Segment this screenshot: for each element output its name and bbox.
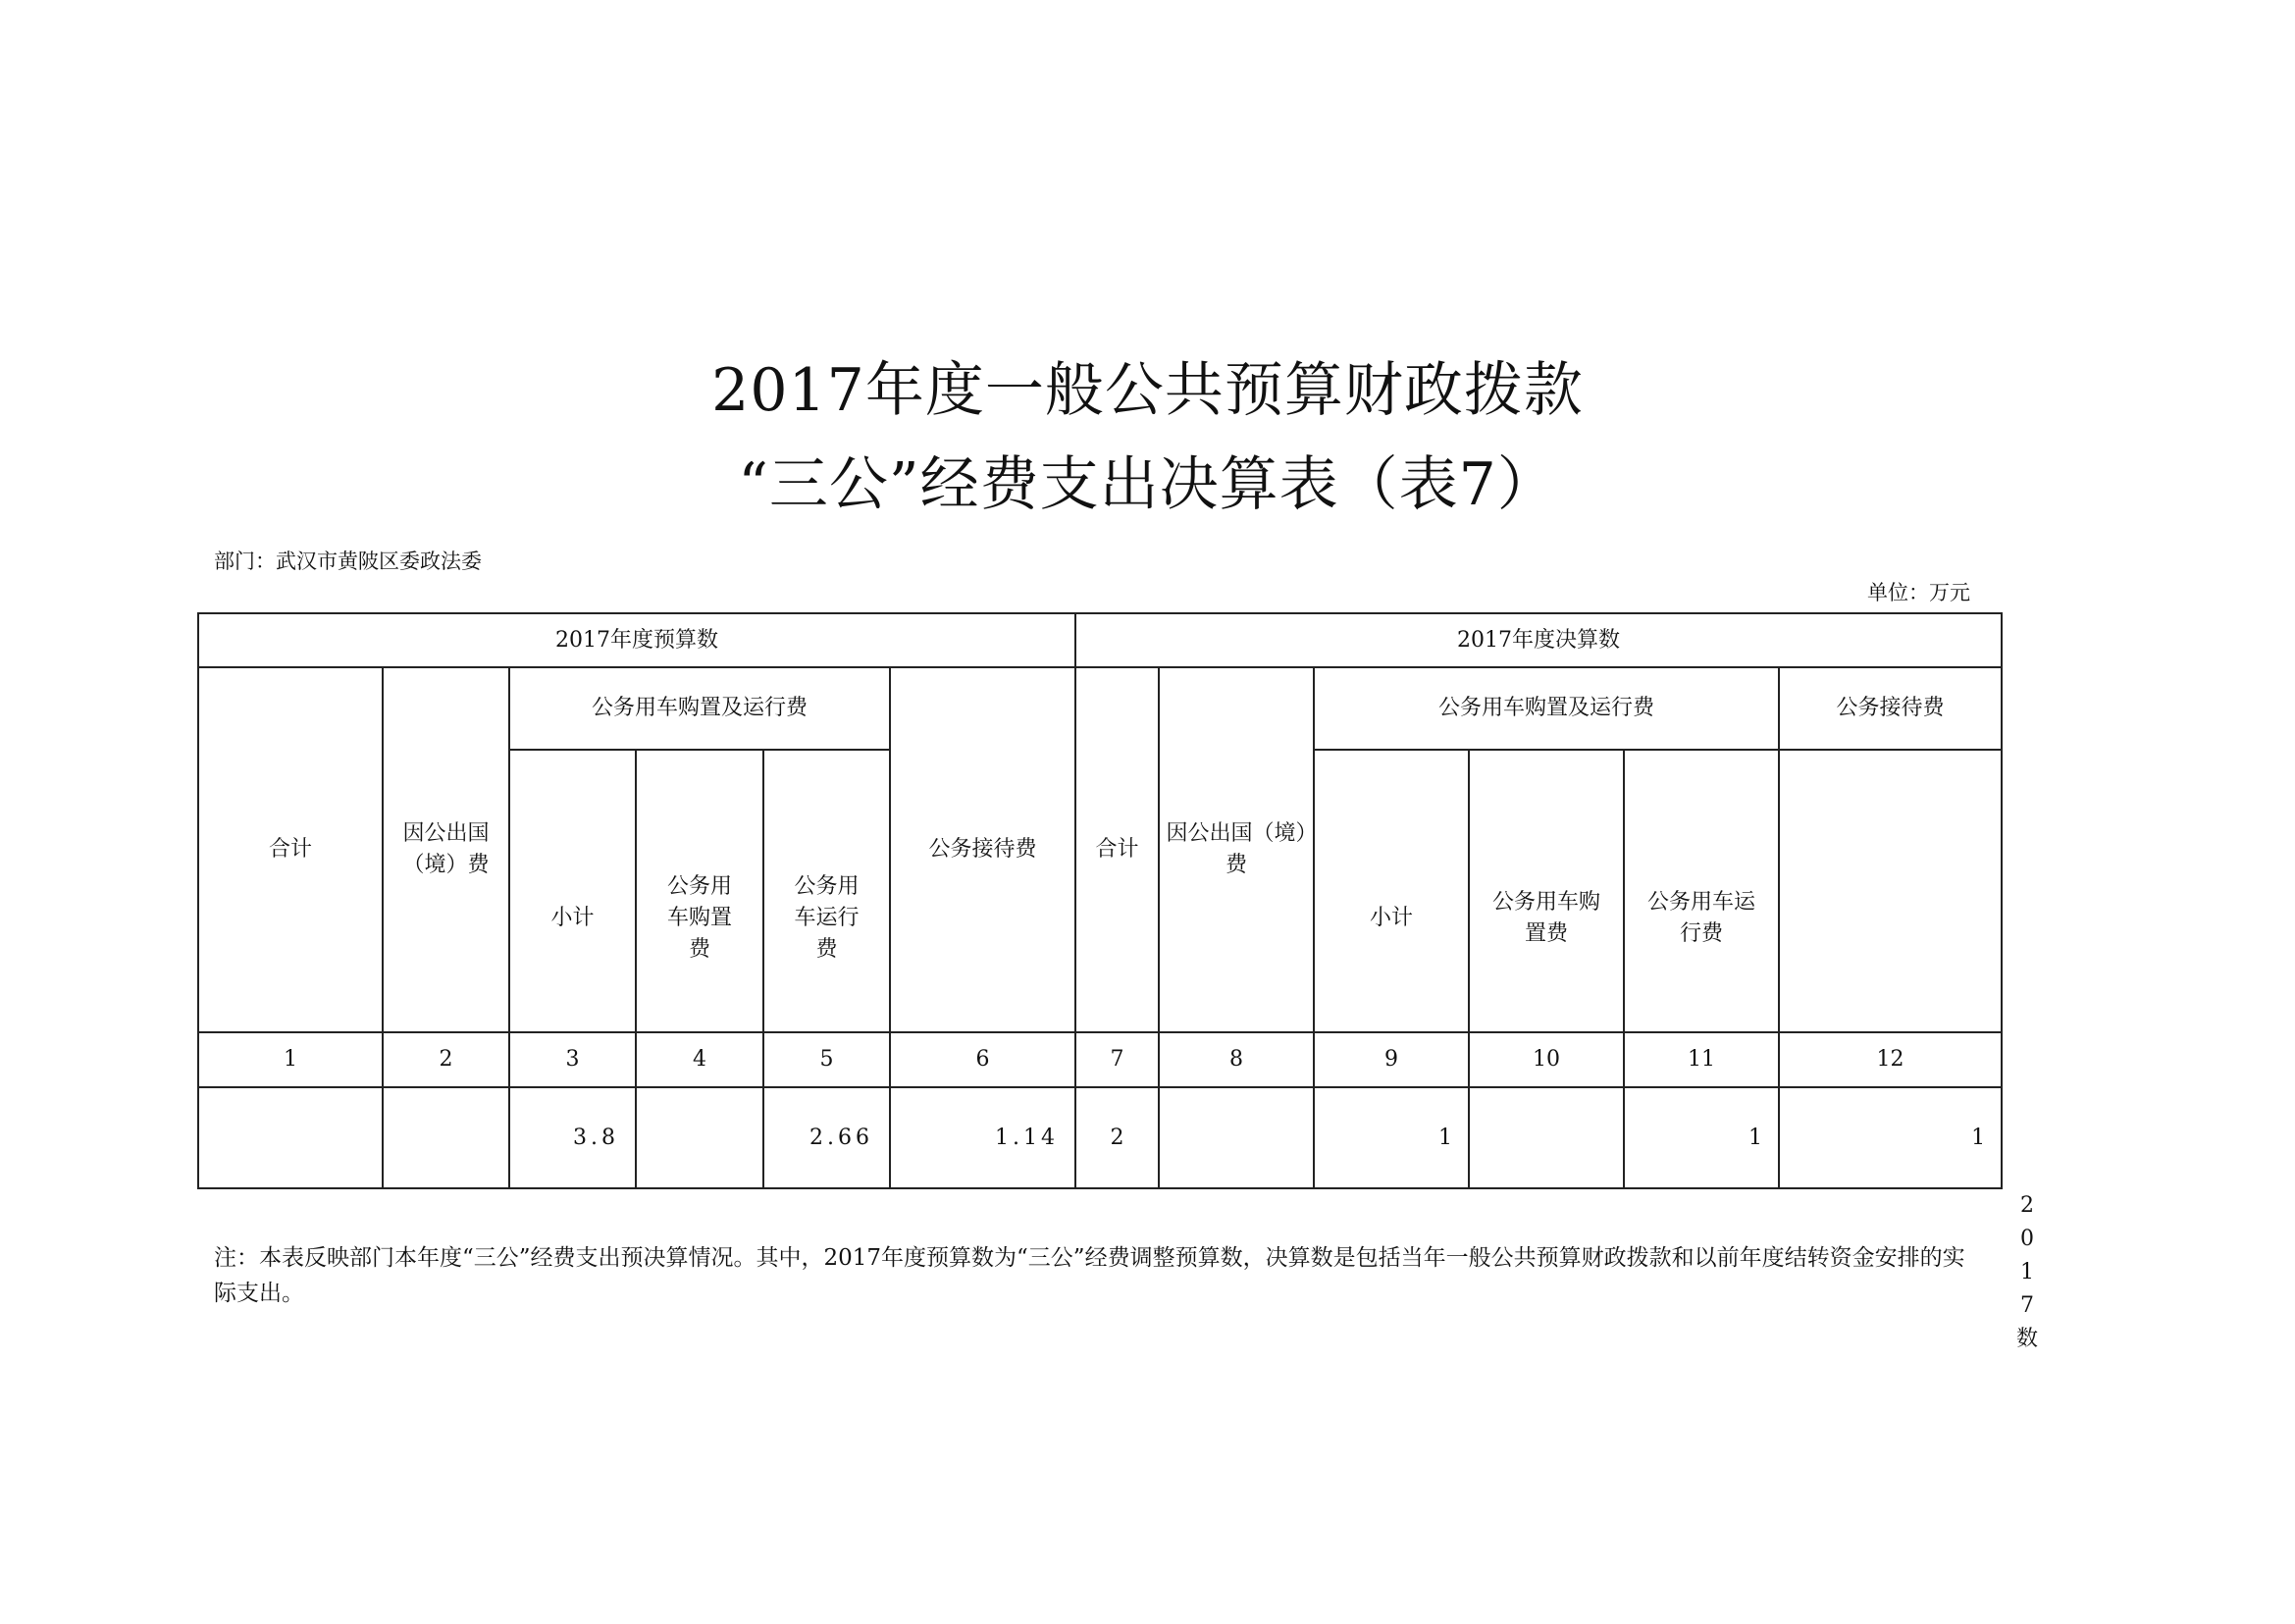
footnote: 注：本表反映部门本年度“三公”经费支出预决算情况。其中，2017年度预算数为“三公”经费调整预算数，决算数是包括当年一般公共预算财政拨款和以前年度结转资金安排的实际支出。 bbox=[214, 1245, 1965, 1306]
budget-reception-header: 公务接待费 bbox=[890, 667, 1075, 1032]
data-cell bbox=[636, 1087, 763, 1188]
final-purchase-header: 公务用车购置费 bbox=[1469, 750, 1624, 1032]
column-number: 4 bbox=[636, 1032, 763, 1087]
budget-total-header: 合计 bbox=[198, 667, 383, 1032]
budget-subtotal-header: 小计 bbox=[509, 750, 636, 1032]
budget-vehicle-header: 公务用车购置及运行费 bbox=[509, 667, 890, 750]
column-number: 10 bbox=[1469, 1032, 1624, 1087]
data-cell bbox=[1469, 1087, 1624, 1188]
column-number: 1 bbox=[198, 1032, 383, 1087]
page-title-line1: 2017年度一般公共预算财政拨款 bbox=[711, 356, 1584, 425]
column-number: 7 bbox=[1075, 1032, 1159, 1087]
data-cell: 2.66 bbox=[763, 1087, 890, 1188]
budget-abroad-header: 因公出国（境）费 bbox=[383, 667, 509, 1032]
data-cell bbox=[198, 1087, 383, 1188]
column-number: 8 bbox=[1159, 1032, 1314, 1087]
final-operation-header: 公务用车运行费 bbox=[1624, 750, 1779, 1032]
column-number: 6 bbox=[890, 1032, 1075, 1087]
data-cell: 1 bbox=[1779, 1087, 2002, 1188]
data-cell: 2 bbox=[1075, 1087, 1159, 1188]
data-cell: 1 bbox=[1624, 1087, 1779, 1188]
budget-purchase-header: 公务用车购置费 bbox=[636, 750, 763, 1032]
final-group-header: 2017年度决算数 bbox=[1075, 613, 2002, 667]
column-number: 5 bbox=[763, 1032, 890, 1087]
data-cell: 1 bbox=[1314, 1087, 1469, 1188]
budget-operation-header: 公务用车运行费 bbox=[763, 750, 890, 1032]
department-label: 部门：武汉市黄陂区委政法委 bbox=[214, 550, 482, 573]
data-cell: 3.8 bbox=[509, 1087, 636, 1188]
final-vehicle-header: 公务用车购置及运行费 bbox=[1314, 667, 1779, 750]
column-number: 11 bbox=[1624, 1032, 1779, 1087]
page-title-line2: “三公”经费支出决算表（表7） bbox=[738, 450, 1557, 519]
final-reception-header: 公务接待费 bbox=[1779, 667, 2002, 750]
final-reception-empty-cell bbox=[1779, 750, 2002, 1032]
side-vertical-text: 2017数 bbox=[2015, 1193, 2038, 1351]
final-subtotal-header: 小计 bbox=[1314, 750, 1469, 1032]
unit-label: 单位：万元 bbox=[1867, 581, 1970, 604]
column-number: 9 bbox=[1314, 1032, 1469, 1087]
budget-group-header: 2017年度预算数 bbox=[198, 613, 1075, 667]
column-number: 12 bbox=[1779, 1032, 2002, 1087]
column-number: 3 bbox=[509, 1032, 636, 1087]
column-number: 2 bbox=[383, 1032, 509, 1087]
final-total-header: 合计 bbox=[1075, 667, 1159, 1032]
data-cell: 1.14 bbox=[890, 1087, 1075, 1188]
final-abroad-header: 因公出国（境）费 bbox=[1159, 667, 1314, 1032]
data-cell bbox=[1159, 1087, 1314, 1188]
three-public-expenses-table bbox=[197, 612, 2003, 1189]
data-cell bbox=[383, 1087, 509, 1188]
